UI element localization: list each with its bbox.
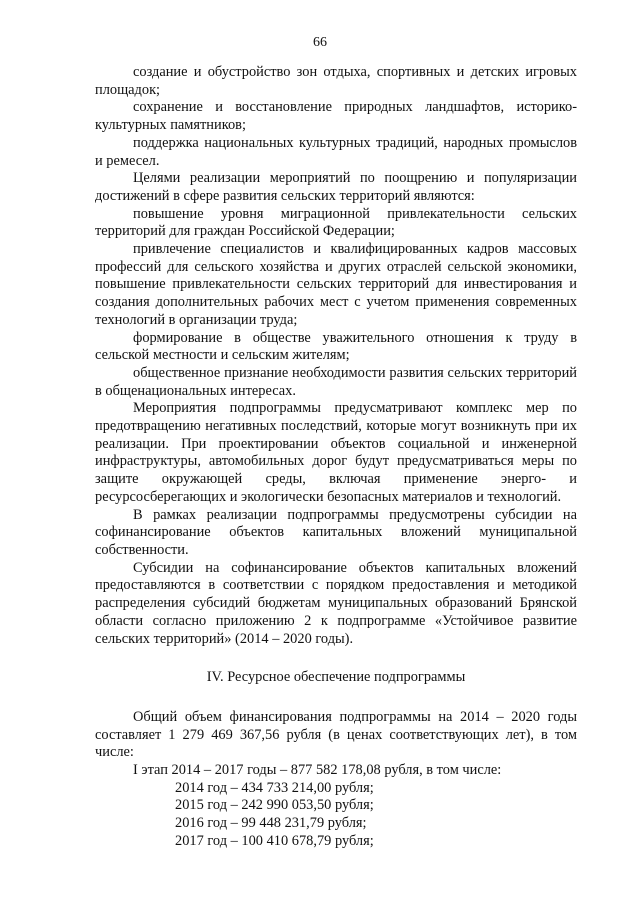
paragraph: повышение уровня миграционной привлекательности сельских территорий для граждан Российской Федерации; [95, 205, 577, 240]
paragraph: Субсидии на софинансирование объектов капитальных вложений предоставляются в соответствии с порядком предоставления и методикой распределения субсидий бюджетам муниципальных образований Брянской области согласно приложению 2 к подпрограмме «Устойчивое развитие сельских территорий» (2014 – 2020 годы). [95, 559, 577, 647]
page-number: 66 [313, 35, 327, 50]
paragraph: Целями реализации мероприятий по поощрению и популяризации достижений в сфере развития сельских территорий являются: [95, 170, 577, 204]
paragraph: формирование в обществе уважительного отношения к труду в сельской местности и сельским жителям; [95, 329, 577, 364]
paragraph: сохранение и восстановление природных ландшафтов, историко-культурных памятников; [95, 99, 577, 134]
paragraph: В рамках реализации подпрограммы предусмотрены субсидии на софинансирование объектов капитальных вложений муниципальной собственности. [95, 506, 577, 558]
section-heading: IV. Ресурсное обеспечение подпрограммы [206, 669, 466, 686]
paragraph: общественное признание необходимости развития сельских территорий в общенациональных интересах. [95, 364, 577, 399]
paragraph: Мероприятия подпрограммы предусматривают комплекс мер по предотвращению негативных последствий, которые могут возникнуть при их реализации. При проектировании объектов социальной и инженерной инфраструктуры, автомобильных дорог будут предусматриваться меры по защите окружающей среды, включая применение энерго- и ресурсосберегающих и экологически безопасных материалов и технологий. [95, 400, 577, 505]
year-line: 2017 год – 100 410 678,79 рубля; [175, 832, 374, 849]
year-line: 2016 год – 99 448 231,79 рубля; [175, 815, 367, 832]
stage-line: I этап 2014 – 2017 годы – 877 582 178,08 рубля, в том числе: [133, 762, 502, 779]
paragraph: привлечение специалистов и квалифицированных кадров массовых профессий для сельского хозяйства и других отраслей сельской экономики, повышение привлекательности сельских территорий для инвестирования и создания дополнительных рабочих мест с учетом применения современных технологий в организации труда; [95, 241, 577, 328]
document-body [95, 64, 577, 851]
funding-paragraph: Общий объем финансирования подпрограммы на 2014 – 2020 годы составляет 1 279 469 367,56 рубля (в ценах соответствующих лет), в том числе: [95, 708, 577, 761]
year-line: 2015 год – 242 990 053,50 рубля; [175, 797, 374, 814]
paragraph: поддержка национальных культурных традиций, народных промыслов и ремесел. [95, 134, 577, 169]
year-line: 2014 год – 434 733 214,00 рубля; [175, 779, 374, 796]
paragraph: создание и обустройство зон отдыха, спортивных и детских игровых площадок; [95, 64, 577, 98]
